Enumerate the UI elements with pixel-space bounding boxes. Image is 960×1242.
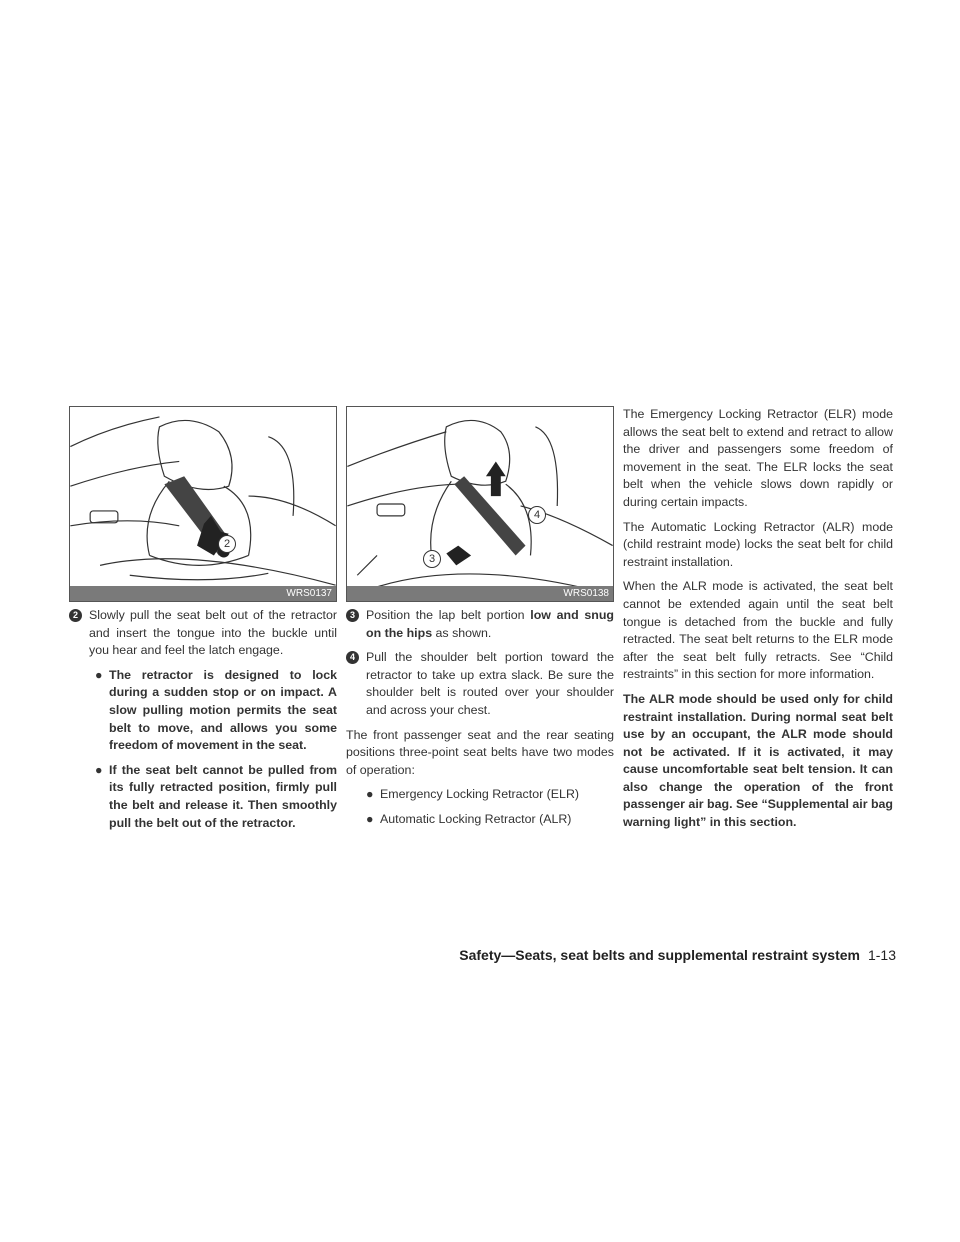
modes-paragraph: The front passenger seat and the rear seating positions three-point seat belts have two modes of operation: [346, 727, 614, 777]
callout-2: 2 [218, 535, 236, 553]
bullet-retract-text: If the seat belt cannot be pulled from its fully retracted position, firmly pull the belt and release it. Then smoothly pull the belt out of the retractor. [109, 762, 337, 830]
callout-3: 3 [423, 550, 441, 568]
figure-id: WRS0138 [347, 586, 613, 601]
step-3-text-pre: Position the lap belt portion [366, 608, 531, 622]
column-2 [346, 607, 614, 836]
bullet-icon: ● [366, 787, 374, 802]
seatbelt-illustration [70, 407, 336, 601]
callout-4: 4 [528, 506, 546, 524]
step-4-text: Pull the shoulder belt portion toward the retractor to take up extra slack. Be sure the shoulder belt is routed over your shoulder and across your chest. [366, 650, 614, 717]
step-number-icon: 3 [346, 609, 359, 622]
step-4 [346, 649, 614, 719]
mode-alr [360, 811, 614, 829]
section-title: Safety—Seats, seat belts and supplemental restraint system [459, 947, 860, 963]
bullet-icon: ● [95, 762, 103, 777]
step-2-text: Slowly pull the seat belt out of the retractor and insert the tongue into the buckle until you hear and feel the latch engage. [89, 608, 337, 658]
bullet-icon: ● [95, 667, 103, 682]
figure-id: WRS0137 [70, 586, 336, 601]
step-2 [69, 607, 337, 660]
alr-warning: The ALR mode should be used only for child restraint installation. During normal seat belt use by an occupant, the ALR mode should not be activated. If it is activated, it may cause uncomfortable seat belt tension. It can also change the operation of the front passenger air bag. See “Supplemental air bag warning light” in this section. [623, 691, 893, 830]
page-footer [459, 947, 896, 963]
step-number-icon: 2 [69, 609, 82, 622]
figure-seatbelt-adjust [346, 406, 614, 602]
step-3 [346, 607, 614, 642]
bullet-lock-text: The retractor is designed to lock during a sudden stop or on impact. A slow pulling motion permits the seat belt to move, and allows you some freedom of movement in the seat. [109, 667, 337, 753]
seatbelt-adjust-illustration [347, 407, 613, 601]
alr-paragraph: The Automatic Locking Retractor (ALR) mode (child restraint mode) locks the seat belt for child restraint installation. [623, 519, 893, 569]
alr-activation-paragraph: When the ALR mode is activated, the seat belt cannot be extended again until the seat belt tongue is detached from the buckle and fully retracted. The seat belt returns to the ELR mode after the seat belt fully retracts. See “Child restraints” in this section for more information. [623, 579, 893, 682]
elr-paragraph: The Emergency Locking Retractor (ELR) mode allows the seat belt to extend and retract to allow the driver and passengers some freedom of movement in the seat. The ELR locks the seat belt when the vehicle slows down rapidly or during certain impacts. [623, 407, 893, 509]
mode-elr [360, 786, 614, 804]
step-3-text-bold: low and snug on the hips [366, 608, 614, 640]
page-number: 1-13 [867, 947, 896, 963]
column-1 [69, 607, 337, 839]
column-3 [623, 406, 893, 839]
bullet-icon: ● [366, 811, 374, 826]
figure-seatbelt-insert [69, 406, 337, 602]
step-number-icon: 4 [346, 651, 359, 664]
bullet-retract [89, 762, 337, 832]
mode-elr-text: Emergency Locking Retractor (ELR) [380, 787, 580, 802]
step-3-text-post: as shown. [432, 625, 492, 640]
mode-alr-text: Automatic Locking Retractor (ALR) [380, 811, 572, 826]
bullet-lock [89, 667, 337, 755]
